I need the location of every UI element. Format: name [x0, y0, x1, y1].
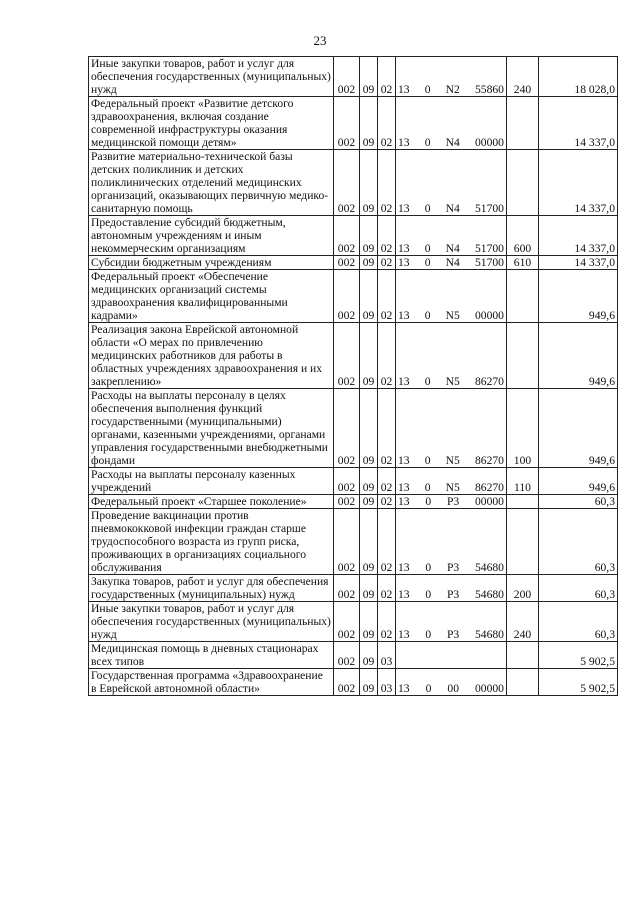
target-article-part: 00000 [474, 682, 504, 695]
expense-type-cell: 600 [507, 216, 539, 256]
admin-code-cell: 002 [334, 575, 360, 602]
table-row [89, 57, 618, 97]
target-article-part: 13 [398, 136, 410, 149]
target-article-cell [396, 602, 507, 642]
amount-cell: 60,3 [539, 575, 618, 602]
item-name-cell: Предоставление субсидий бюджетным, автономным учреждениям и иным некоммерческим организациям [89, 216, 334, 256]
target-article-part: 13 [398, 202, 410, 215]
target-article-part: 00000 [474, 495, 504, 508]
section-code-cell: 09 [360, 509, 378, 575]
target-article-part: 55860 [474, 83, 504, 96]
expense-type-cell: 240 [507, 602, 539, 642]
section-code-cell: 09 [360, 323, 378, 389]
target-article-cell [396, 150, 507, 216]
admin-code-cell: 002 [334, 642, 360, 669]
target-article-part: 0 [424, 256, 431, 269]
expense-type-cell: 110 [507, 468, 539, 495]
target-article-part: 13 [398, 628, 410, 641]
item-name-cell: Субсидии бюджетным учреждениям [89, 256, 334, 270]
table-row [89, 256, 618, 270]
amount-cell: 14 337,0 [539, 150, 618, 216]
target-article-part: 13 [398, 561, 410, 574]
admin-code-cell: 002 [334, 150, 360, 216]
section-code-cell: 09 [360, 97, 378, 150]
table-row [89, 323, 618, 389]
subsection-code-cell: 02 [378, 97, 396, 150]
expense-type-cell: 200 [507, 575, 539, 602]
amount-cell: 14 337,0 [539, 216, 618, 256]
table-row [89, 509, 618, 575]
expense-type-cell [507, 495, 539, 509]
target-article-parts [398, 375, 504, 388]
table-row [89, 270, 618, 323]
subsection-code-cell: 02 [378, 509, 396, 575]
admin-code-cell: 002 [334, 323, 360, 389]
target-article-cell [396, 575, 507, 602]
section-code-cell: 09 [360, 468, 378, 495]
target-article-part: N4 [445, 242, 460, 255]
target-article-part: 0 [425, 682, 432, 695]
section-code-cell: 09 [360, 57, 378, 97]
item-name-cell: Расходы на выплаты персоналу казенных учреждений [89, 468, 334, 495]
item-name-cell: Медицинская помощь в дневных стационарах всех типов [89, 642, 334, 669]
admin-code-cell: 002 [334, 669, 360, 696]
target-article-cell [396, 256, 507, 270]
item-name-cell: Проведение вакцинации против пневмококковой инфекции граждан старше трудоспособного возраста из групп риска, проживающих в организациях социального обслуживания [89, 509, 334, 575]
expense-type-cell [507, 642, 539, 669]
target-article-part: 13 [398, 83, 410, 96]
target-article-cell [396, 468, 507, 495]
expense-type-cell: 100 [507, 389, 539, 468]
table-row [89, 602, 618, 642]
table-row [89, 495, 618, 509]
target-article-cell [396, 57, 507, 97]
target-article-part: 86270 [474, 375, 504, 388]
target-article-part: 54680 [474, 628, 504, 641]
subsection-code-cell: 02 [378, 150, 396, 216]
amount-cell: 18 028,0 [539, 57, 618, 97]
target-article-parts [398, 242, 504, 255]
subsection-code-cell: 02 [378, 389, 396, 468]
section-code-cell: 09 [360, 602, 378, 642]
target-article-part: 0 [424, 202, 431, 215]
target-article-part: P3 [446, 561, 460, 574]
section-code-cell: 09 [360, 642, 378, 669]
target-article-part: N4 [445, 202, 460, 215]
admin-code-cell: 002 [334, 270, 360, 323]
item-name-cell: Федеральный проект «Обеспечение медицинских организаций системы здравоохранения квалифицированными кадрами» [89, 270, 334, 323]
admin-code-cell: 002 [334, 97, 360, 150]
target-article-cell [396, 669, 507, 696]
expense-type-cell [507, 323, 539, 389]
target-article-part: N4 [445, 136, 460, 149]
target-article-part: 0 [425, 561, 432, 574]
amount-cell: 14 337,0 [539, 97, 618, 150]
target-article-part: 13 [398, 256, 410, 269]
target-article-part: 0 [424, 242, 431, 255]
target-article-parts [398, 481, 504, 494]
table-row [89, 389, 618, 468]
subsection-code-cell: 02 [378, 495, 396, 509]
target-article-part: 13 [398, 481, 410, 494]
expense-type-cell: 610 [507, 256, 539, 270]
amount-cell: 5 902,5 [539, 642, 618, 669]
amount-cell: 60,3 [539, 602, 618, 642]
subsection-code-cell: 03 [378, 642, 396, 669]
target-article-parts [398, 495, 504, 508]
table-row [89, 216, 618, 256]
admin-code-cell: 002 [334, 57, 360, 97]
target-article-parts [398, 202, 504, 215]
target-article-parts [398, 136, 504, 149]
target-article-cell [396, 97, 507, 150]
item-name-cell: Развитие материально-технической базы детских поликлиник и детских поликлинических отделений медицинских организаций, оказывающих первичную медико-санитарную помощь [89, 150, 334, 216]
amount-cell: 949,6 [539, 323, 618, 389]
section-code-cell: 09 [360, 495, 378, 509]
target-article-part: N5 [445, 481, 460, 494]
target-article-part: 0 [424, 83, 431, 96]
target-article-part: N2 [445, 83, 460, 96]
target-article-part: 13 [398, 309, 410, 322]
target-article-part: 0 [424, 454, 431, 467]
target-article-part: 0 [424, 136, 431, 149]
section-code-cell: 09 [360, 216, 378, 256]
expense-type-cell [507, 669, 539, 696]
admin-code-cell: 002 [334, 509, 360, 575]
table-row [89, 468, 618, 495]
target-article-part: 13 [398, 242, 410, 255]
target-article-part: N4 [445, 256, 460, 269]
admin-code-cell: 002 [334, 256, 360, 270]
target-article-part: 13 [398, 454, 410, 467]
target-article-part: 0 [424, 481, 431, 494]
page-number: 23 [313, 33, 327, 48]
item-name-cell: Реализация закона Еврейской автономной области «О мерах по привлечению медицинских работников для работы в областных учреждениях здравоохранения и их закреплению» [89, 323, 334, 389]
admin-code-cell: 002 [334, 468, 360, 495]
target-article-parts [398, 561, 504, 574]
target-article-parts [398, 454, 504, 467]
subsection-code-cell: 02 [378, 256, 396, 270]
target-article-parts [398, 256, 504, 269]
subsection-code-cell: 02 [378, 323, 396, 389]
target-article-part: 0 [425, 628, 432, 641]
target-article-part: 51700 [474, 242, 504, 255]
target-article-part: 54680 [474, 588, 504, 601]
item-name-cell: Федеральный проект «Развитие детского здравоохранения, включая создание современной инфраструктуры оказания медицинской помощи детям» [89, 97, 334, 150]
expense-type-cell [507, 509, 539, 575]
target-article-part: 0 [425, 495, 432, 508]
target-article-part: 0 [425, 588, 432, 601]
expense-type-cell [507, 270, 539, 323]
expense-type-cell [507, 97, 539, 150]
subsection-code-cell: 02 [378, 57, 396, 97]
target-article-cell [396, 323, 507, 389]
target-article-parts [398, 83, 504, 96]
target-article-part: 51700 [474, 202, 504, 215]
subsection-code-cell: 02 [378, 468, 396, 495]
target-article-part: 86270 [474, 481, 504, 494]
subsection-code-cell: 02 [378, 270, 396, 323]
amount-cell: 14 337,0 [539, 256, 618, 270]
target-article-part: P3 [446, 495, 460, 508]
section-code-cell: 09 [360, 669, 378, 696]
target-article-part: N5 [445, 309, 460, 322]
budget-table [88, 56, 618, 696]
subsection-code-cell: 02 [378, 216, 396, 256]
target-article-part: 86270 [474, 454, 504, 467]
target-article-part: 13 [398, 375, 410, 388]
item-name-cell: Иные закупки товаров, работ и услуг для обеспечения государственных (муниципальных) нужд [89, 57, 334, 97]
target-article-part: 0 [424, 309, 431, 322]
target-article-part: 54680 [474, 561, 504, 574]
item-name-cell: Государственная программа «Здравоохранение в Еврейской автономной области» [89, 669, 334, 696]
amount-cell: 949,6 [539, 389, 618, 468]
section-code-cell: 09 [360, 256, 378, 270]
target-article-part: 13 [398, 682, 410, 695]
subsection-code-cell: 02 [378, 575, 396, 602]
amount-cell: 60,3 [539, 509, 618, 575]
target-article-cell [396, 216, 507, 256]
expense-type-cell [507, 150, 539, 216]
admin-code-cell: 002 [334, 389, 360, 468]
section-code-cell: 09 [360, 389, 378, 468]
section-code-cell: 09 [360, 270, 378, 323]
target-article-cell [396, 495, 507, 509]
target-article-part: 51700 [474, 256, 504, 269]
target-article-part: 00000 [474, 309, 504, 322]
target-article-part: N5 [445, 454, 460, 467]
target-article-parts [398, 588, 504, 601]
amount-cell: 949,6 [539, 270, 618, 323]
item-name-cell: Закупка товаров, работ и услуг для обеспечения государственных (муниципальных) нужд [89, 575, 334, 602]
amount-cell: 949,6 [539, 468, 618, 495]
admin-code-cell: 002 [334, 495, 360, 509]
target-article-part: 13 [398, 588, 410, 601]
section-code-cell: 09 [360, 575, 378, 602]
expense-type-cell: 240 [507, 57, 539, 97]
target-article-part: 00 [447, 682, 459, 695]
target-article-part: 00000 [474, 136, 504, 149]
admin-code-cell: 002 [334, 216, 360, 256]
target-article-cell [396, 389, 507, 468]
table-row [89, 642, 618, 669]
table-row [89, 150, 618, 216]
target-article-cell [396, 509, 507, 575]
target-article-parts [398, 309, 504, 322]
target-article-part: P3 [446, 628, 460, 641]
admin-code-cell: 002 [334, 602, 360, 642]
section-code-cell: 09 [360, 150, 378, 216]
subsection-code-cell: 03 [378, 669, 396, 696]
target-article-part: 13 [398, 495, 410, 508]
amount-cell: 5 902,5 [539, 669, 618, 696]
table-row [89, 575, 618, 602]
target-article-cell [396, 642, 507, 669]
subsection-code-cell: 02 [378, 602, 396, 642]
target-article-part: 0 [424, 375, 431, 388]
item-name-cell: Расходы на выплаты персоналу в целях обеспечения выполнения функций государственными (муниципальными) органами, казенными учреждениями, органами управления государственными внебюджетными фондами [89, 389, 334, 468]
target-article-parts [398, 628, 504, 641]
target-article-parts [398, 682, 504, 695]
item-name-cell: Иные закупки товаров, работ и услуг для обеспечения государственных (муниципальных) нужд [89, 602, 334, 642]
item-name-cell: Федеральный проект «Старшее поколение» [89, 495, 334, 509]
table-row [89, 669, 618, 696]
table-row [89, 97, 618, 150]
target-article-part: P3 [446, 588, 460, 601]
target-article-cell [396, 270, 507, 323]
target-article-part: N5 [445, 375, 460, 388]
amount-cell: 60,3 [539, 495, 618, 509]
